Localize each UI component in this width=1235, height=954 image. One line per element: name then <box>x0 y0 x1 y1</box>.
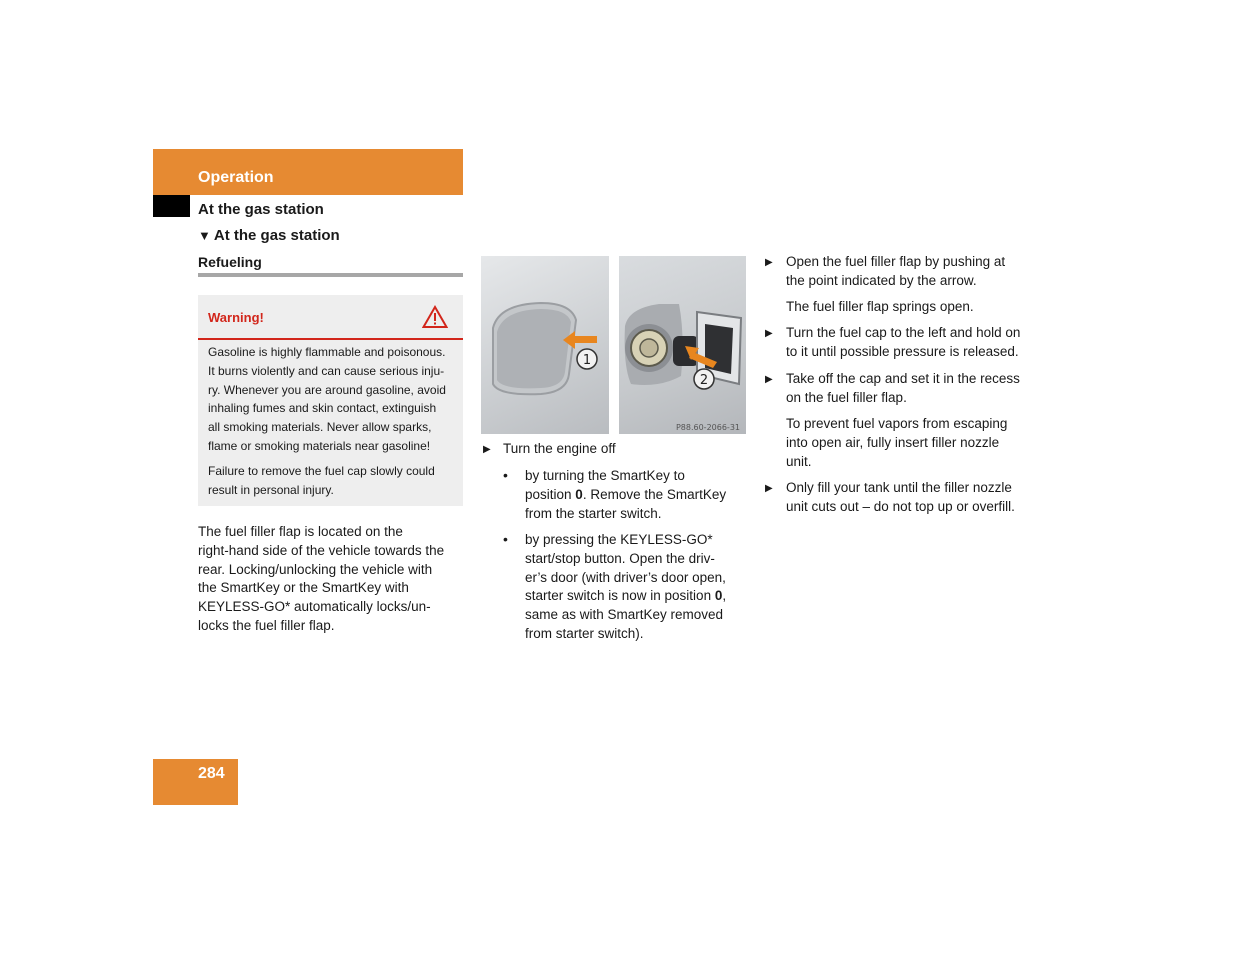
warning-line: all smoking materials. Never allow sparks, <box>208 420 432 435</box>
fuel-flap-illustration <box>481 256 609 434</box>
note-line: To prevent fuel vapors from escaping <box>786 416 1008 431</box>
note-line: unit. <box>786 453 812 469</box>
bullet-text: position <box>525 486 576 502</box>
warning-line: Gasoline is highly flammable and poisonous. <box>208 345 446 359</box>
intro-line: right-hand side of the vehicle towards the <box>198 542 445 558</box>
note-flap-opens: The fuel filler flap springs open. <box>786 299 974 314</box>
bullet-line: from starter switch). <box>525 625 644 641</box>
page-number-box <box>153 759 238 805</box>
step-line: Turn the fuel cap to the left and hold on <box>786 325 1021 340</box>
heading-rule <box>198 273 463 277</box>
bullet-keyless-go <box>503 531 748 644</box>
bullet-line: from the starter switch. <box>525 505 662 521</box>
note-line: into open air, fully insert filler nozzle <box>786 434 1000 450</box>
bullet-line: by turning the SmartKey to <box>525 468 685 483</box>
note-fuel-vapors <box>786 415 1046 471</box>
bullet-line: by pressing the KEYLESS-GO* <box>525 532 713 547</box>
warning-text <box>208 343 458 456</box>
switch-position: 0 <box>714 588 723 604</box>
bullet-text: . Remove the SmartKey <box>582 486 727 502</box>
callout-1: 1 <box>582 353 592 368</box>
bullet-line: er’s door (with driver’s door open, <box>525 569 726 585</box>
warning-triangle-icon <box>422 305 448 329</box>
intro-line: The fuel filler flap is located on the <box>198 524 403 539</box>
step-line: Open the fuel filler flap by pushing at <box>786 254 1006 269</box>
bullet-line: same as with SmartKey removed <box>525 607 724 623</box>
arrow-bullet-icon: ▶ <box>765 374 773 385</box>
step-engine-off <box>483 440 748 459</box>
intro-line: rear. Locking/unlocking the vehicle with <box>198 561 433 577</box>
step-take-off-cap <box>765 370 1045 408</box>
section-title: Operation <box>198 169 274 186</box>
fuel-cap-illustration <box>619 256 746 434</box>
callout-2: 2 <box>699 373 709 388</box>
bullet-dot-icon: • <box>503 531 508 547</box>
bullet-smartkey <box>503 467 748 523</box>
fuel-cap-open-image <box>619 256 746 434</box>
arrow-bullet-icon: ▶ <box>765 483 773 494</box>
warning-line: It burns violently and can cause serious inju- <box>208 363 445 378</box>
step-line: Take off the cap and set it in the recess <box>786 371 1020 386</box>
step-line: Only fill your tank until the filler nozzle <box>786 480 1012 495</box>
subsection-heading: Refueling <box>198 254 262 270</box>
bullet-line <box>525 587 748 606</box>
bullet-text: , <box>722 588 727 604</box>
warning-line: ry. Whenever you are around gasoline, avoid <box>208 382 446 397</box>
intro-line: locks the fuel filler flap. <box>198 617 335 633</box>
switch-position: 0 <box>575 486 583 502</box>
warning-line: result in personal injury. <box>208 482 334 497</box>
step-open-flap <box>765 253 1045 291</box>
warning-text-2 <box>208 462 458 500</box>
intro-paragraph <box>198 523 466 636</box>
step-text: Turn the engine off <box>503 441 616 456</box>
warning-divider <box>198 338 463 340</box>
warning-title: Warning! <box>208 310 264 325</box>
intro-line: the SmartKey or the SmartKey with <box>198 580 409 596</box>
bullet-dot-icon: • <box>503 467 508 483</box>
step-fill-tank <box>765 479 1045 517</box>
step-line: on the fuel filler flap. <box>786 389 907 405</box>
bullet-line <box>525 486 748 505</box>
bullet-line: start/stop button. Open the driv- <box>525 550 715 566</box>
arrow-bullet-icon: ▶ <box>765 257 773 268</box>
arrow-bullet-icon: ▶ <box>765 328 773 339</box>
bullet-text: starter switch is now in position <box>525 588 715 604</box>
figure-code: P88.60-2066-31 <box>675 423 740 432</box>
page-number: 284 <box>198 765 225 782</box>
breadcrumb-level1: At the gas station <box>198 201 324 218</box>
breadcrumb-level2 <box>198 227 340 244</box>
step-line: to it until possible pressure is released. <box>786 343 1019 359</box>
section-marker <box>153 195 190 217</box>
step-turn-cap <box>765 324 1045 362</box>
warning-line: flame or smoking materials near gasoline! <box>208 438 431 453</box>
intro-line: KEYLESS-GO* automatically locks/un- <box>198 599 431 615</box>
fuel-flap-closed-image <box>481 256 609 434</box>
arrow-bullet-icon: ▶ <box>483 444 491 455</box>
breadcrumb-level2-text: At the gas station <box>213 227 340 244</box>
triangle-down-icon: ▼ <box>198 228 211 243</box>
step-line: unit cuts out – do not top up or overfill. <box>786 498 1015 514</box>
warning-line: Failure to remove the fuel cap slowly could <box>208 464 435 478</box>
warning-line: inhaling fumes and skin contact, extinguish <box>208 401 437 416</box>
step-line: the point indicated by the arrow. <box>786 272 977 288</box>
